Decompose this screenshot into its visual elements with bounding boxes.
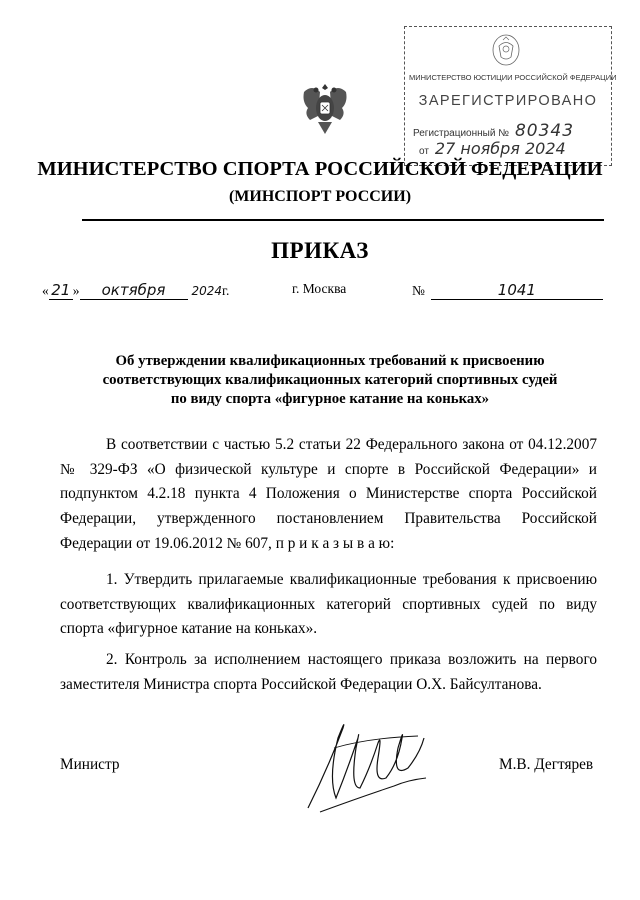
stamp-reg-number: 80343 [514, 121, 575, 141]
order-heading [60, 352, 600, 409]
number-value: 1041 [431, 281, 603, 300]
order-date [42, 281, 229, 305]
number-label: № [412, 283, 425, 298]
item-1-text: 1. Утвердить прилагаемые квалификационные требования к присвоению соответствующих квалификационных категорий спортивных судей по виду спорта «фигурное катание на коньках». [60, 571, 597, 638]
preamble-text: В соответствии с частью 5.2 статьи 22 Федерального закона от 04.12.2007 № 329-ФЗ «О физической культуре и спорте в Российской Федерации» и подпунктом 4.2.18 пункта 4 Положения о Министерстве спорта Российской Федерации, утвержденного постановлением Правительства Российской Федерации от 19.06.2012 № 607, п р и к а з ы в а ю: [60, 436, 597, 552]
date-year: 2024 [191, 284, 223, 298]
order-number [412, 281, 603, 305]
stamp-emblem-icon [491, 33, 521, 67]
item-2-paragraph [60, 648, 597, 697]
preamble-paragraph [60, 433, 597, 557]
heading-line: соответствующих квалификационных категорий спортивных судей [102, 372, 558, 388]
date-close-quote: » [72, 283, 80, 298]
date-month: октября [80, 281, 188, 300]
order-city: г. Москва [292, 281, 347, 296]
handwritten-signature [298, 708, 438, 818]
signer-name: М.В. Дегтярев [499, 756, 594, 773]
item-1-paragraph [60, 568, 597, 642]
header-divider [82, 219, 604, 221]
item-2-text: 2. Контроль за исполнением настоящего приказа возложить на первого заместителя Министра спорта Российской Федерации О.Х. Байсултанова. [60, 651, 597, 693]
stamp-date-line [419, 139, 607, 158]
document-type: ПРИКАЗ [271, 238, 369, 263]
double-headed-eagle-emblem-icon [298, 78, 352, 140]
stamp-date-prefix: от [419, 146, 429, 157]
date-year-suffix: г. [222, 283, 230, 298]
heading-line: по виду спорта «фигурное катание на коньках» [170, 391, 490, 407]
registration-stamp [404, 26, 617, 166]
signer-position: Министр [60, 756, 120, 773]
stamp-reg-label: Регистрационный № [413, 128, 509, 139]
stamp-agency: МИНИСТЕРСТВО ЮСТИЦИИ РОССИЙСКОЙ ФЕДЕРАЦИИ [409, 73, 617, 82]
ministry-title: МИНИСТЕРСТВО СПОРТА РОССИЙСКОЙ ФЕДЕРАЦИИ [37, 158, 603, 180]
date-day: 21 [49, 281, 73, 300]
stamp-date-value: 27 ноября 2024 [434, 139, 566, 158]
ministry-short-title: (МИНСПОРТ РОССИИ) [228, 188, 412, 205]
date-open-quote: « [42, 283, 49, 298]
stamp-reg-line [413, 121, 607, 141]
heading-line: Об утверждении квалификационных требований к присвоению [115, 353, 545, 369]
stamp-status: ЗАРЕГИСТРИРОВАНО [418, 93, 598, 109]
